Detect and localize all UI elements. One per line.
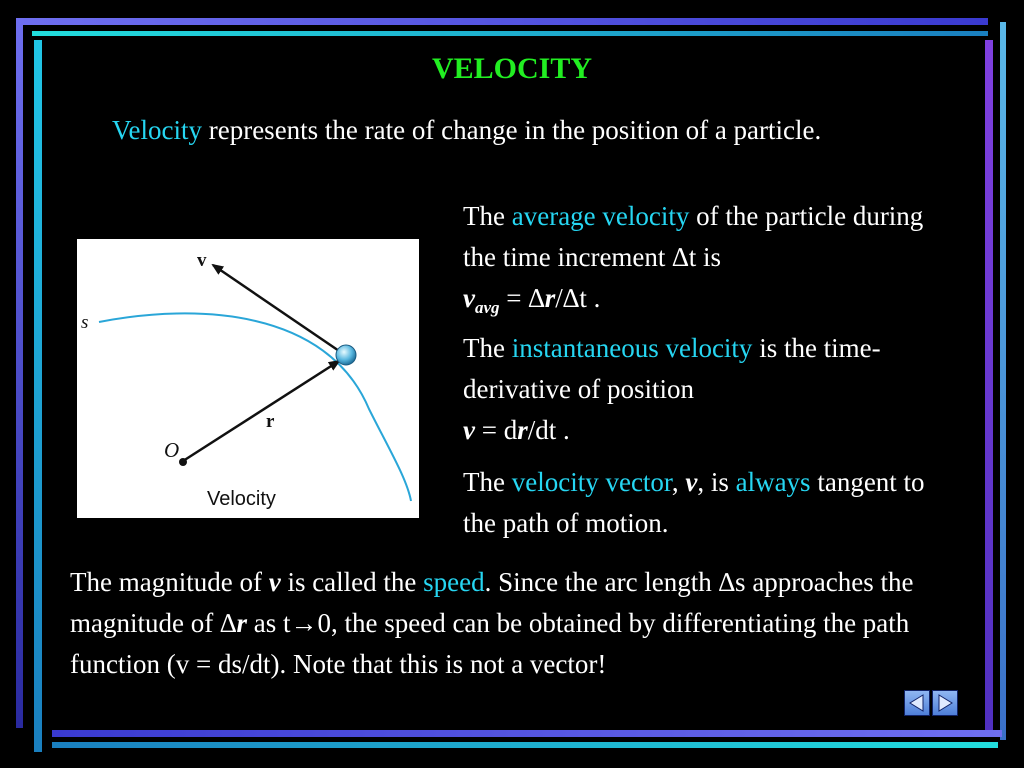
left-border-accent [34, 40, 42, 752]
right-border-accent [1000, 22, 1006, 740]
instant-eq-v: v [463, 415, 475, 445]
speed-r: r [236, 608, 247, 638]
velocity-figure [77, 239, 419, 518]
speed-v: v [268, 567, 281, 597]
speed-p3: . Since the arc length ∆s approaches the magnitude of ∆ [70, 567, 914, 638]
tangent-is: , is [697, 467, 736, 497]
speed-p4: as t→0, the speed can be obtained by differentiating the path function (v = ds/dt). Note that this is not a vector! [70, 608, 910, 679]
top-border-accent [32, 31, 988, 36]
instant-pre: The [463, 333, 512, 363]
label-r: r [266, 411, 275, 432]
path-curve [99, 313, 411, 501]
position-vector-arrow [183, 361, 339, 461]
average-post: of the particle during the time increment ∆t is [463, 201, 924, 272]
instant-eq-end: /dt . [527, 415, 570, 445]
instantaneous-velocity-paragraph [463, 328, 963, 451]
average-eq-mid: = ∆ [499, 283, 545, 313]
triangle-left-icon [905, 691, 929, 715]
tangent-v: v [685, 467, 698, 497]
label-o: O [164, 438, 180, 462]
bottom-border-bar [52, 730, 1002, 737]
top-border-bar [16, 18, 988, 25]
instantaneous-velocity-term: instantaneous velocity [511, 333, 753, 363]
average-eq-r: r [544, 283, 556, 313]
velocity-diagram [77, 239, 419, 518]
label-v: v [197, 250, 207, 271]
average-eq-end: /∆t . [555, 283, 601, 313]
intro-text: represents the rate of change in the position of a particle. [201, 115, 822, 145]
previous-slide-button[interactable] [904, 690, 930, 716]
instant-post: is the time-derivative of position [463, 333, 881, 404]
slide-navigation [904, 690, 956, 716]
average-eq-v: v [463, 283, 475, 313]
tangent-comma: , [671, 467, 686, 497]
origin-point [179, 458, 187, 466]
slide-title: VELOCITY [431, 52, 593, 85]
tangent-pre: The [463, 467, 512, 497]
instant-eq-mid: = d [474, 415, 518, 445]
velocity-vector-arrow [213, 265, 345, 355]
particle-ball [336, 345, 356, 365]
left-border-bar [16, 18, 23, 728]
speed-term: speed [423, 567, 485, 597]
instant-eq-r: r [517, 415, 528, 445]
bottom-border-accent [52, 742, 998, 748]
speed-p1: The magnitude of [70, 567, 269, 597]
velocity-vector-term: velocity vector [511, 467, 672, 497]
figure-caption: Velocity [207, 488, 276, 510]
intro-paragraph [112, 110, 932, 151]
speed-p2: is called the [280, 567, 424, 597]
triangle-right-icon [933, 691, 957, 715]
average-velocity-paragraph [463, 196, 963, 328]
average-eq-sub: avg [474, 298, 500, 317]
tangent-paragraph [463, 462, 943, 544]
tangent-post: tangent to the path of motion. [463, 467, 925, 538]
average-velocity-term: average velocity [511, 201, 690, 231]
always-term: always [735, 467, 811, 497]
next-slide-button[interactable] [932, 690, 958, 716]
label-s: s [81, 312, 89, 333]
speed-paragraph [70, 562, 950, 685]
average-pre: The [463, 201, 512, 231]
right-border-bar [985, 40, 993, 730]
velocity-term: Velocity [112, 115, 202, 145]
